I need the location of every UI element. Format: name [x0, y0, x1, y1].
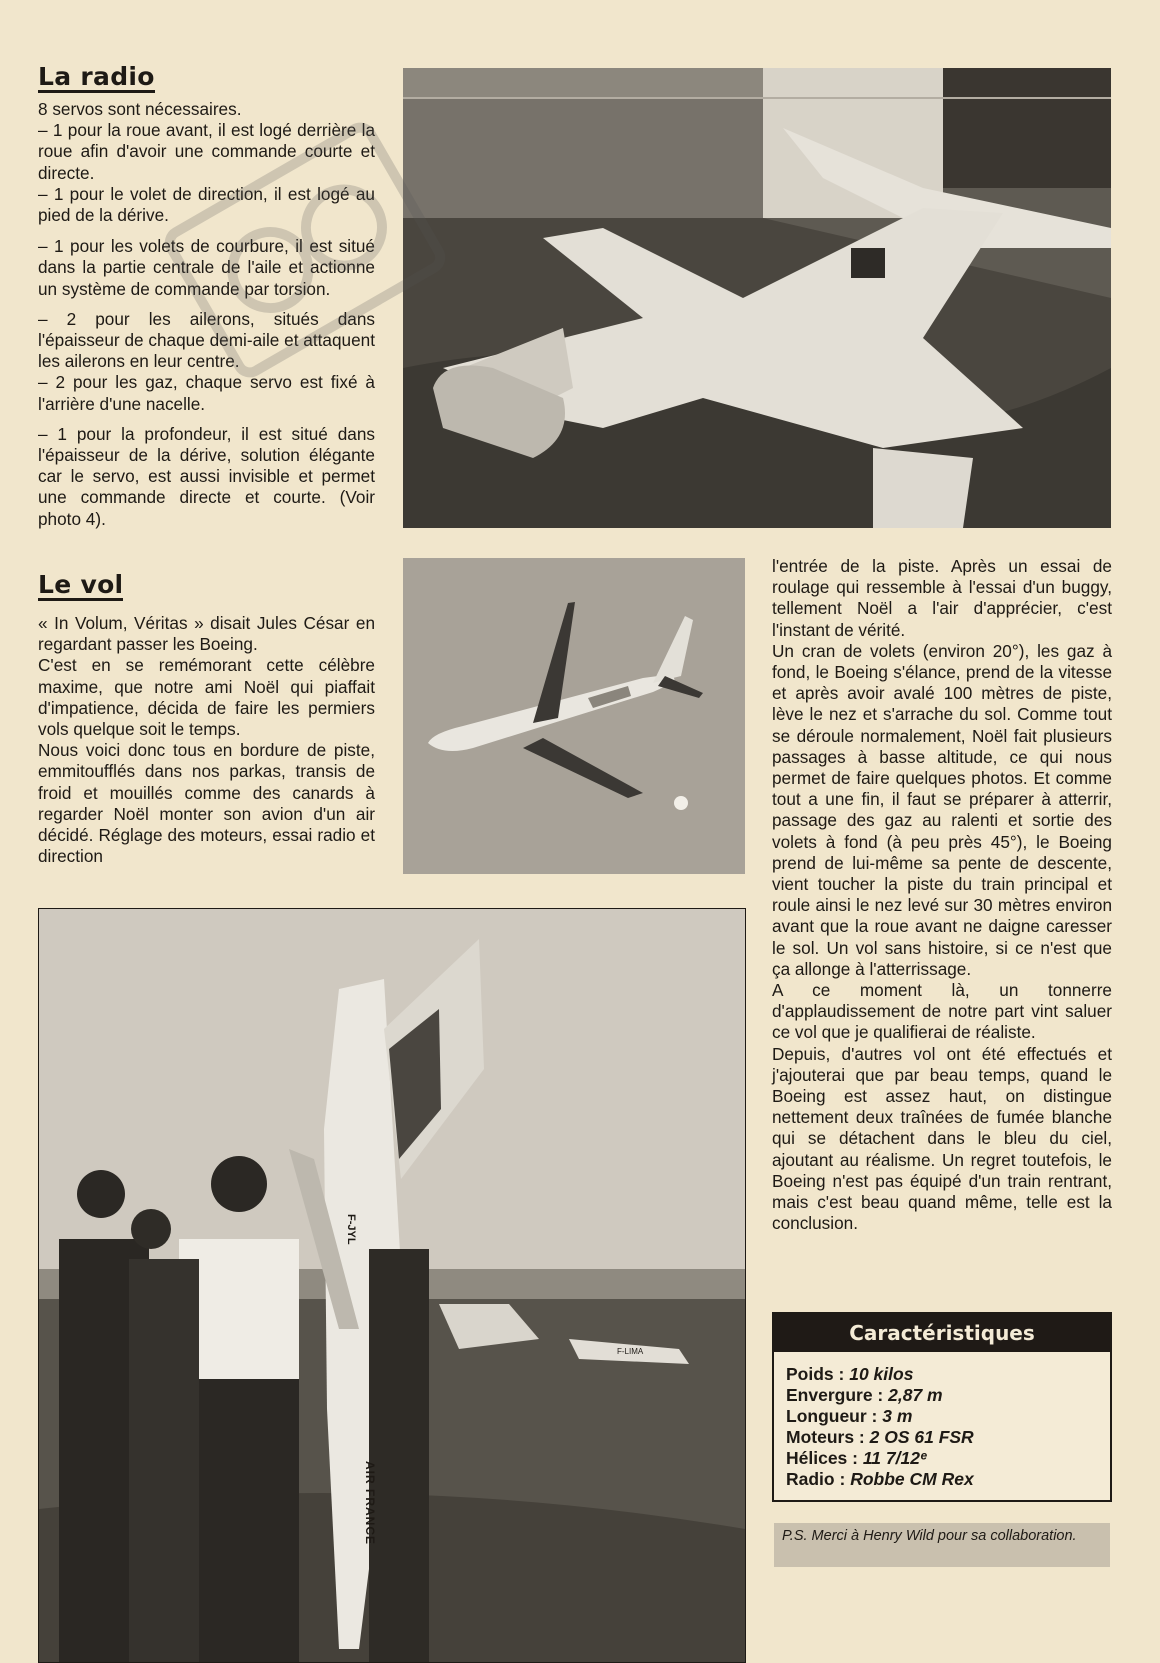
- spec-row-engines: Moteurs : 2 OS 61 FSR: [786, 1427, 974, 1447]
- spec-row-weight: Poids : 10 kilos: [786, 1364, 914, 1384]
- radio-paragraph-4: – 1 pour la profondeur, il est situé dans l'épaisseur de la dérive, solution élégante car le servo, est aussi invisible et permet une commande directe et courte. (Voir photo 4).: [38, 423, 375, 529]
- vol-paragraph-1: « In Volum, Véritas » disait Jules César en regardant passer les Boeing. C'est en se remémorant cette célèbre maxime, que notre ami Noël qui piaffait d'impatience, décida de faire les permiers vols quelque soit le temps. Nous voici donc tous en bordure de piste, emmitoufflés dans nos parkas, transis de froid et mouillés comme des canards à regarder Noël monter son avion d'un air décidé. Réglage des moteurs, essai radio et direction: [38, 613, 375, 867]
- vol-continued: [772, 556, 1112, 1244]
- specs-list: [774, 1352, 1110, 1490]
- fuselage-registration: F-JYL: [345, 1214, 357, 1245]
- fuselage-airline: AIR FRANCE: [363, 1461, 377, 1545]
- specs-title: Caractéristiques: [774, 1314, 1110, 1352]
- background-plane-registration: F-LIMA: [617, 1347, 644, 1356]
- spec-row-radio: Radio : Robbe CM Rex: [786, 1469, 974, 1489]
- radio-paragraph-2: – 1 pour les volets de courbure, il est situé dans la partie centrale de l'aile et actionne un système de commande par torsion.: [38, 236, 375, 299]
- spec-row-propellers: Hélices : 11 7/12ᵉ: [786, 1448, 927, 1468]
- vol-continued-text: l'entrée de la piste. Après un essai de roulage qui ressemble à l'essai d'un buggy, tellement Noël a l'air d'apprécier, c'est l'instant de vérité. Un cran de volets (environ 20°), les gaz à fond, le Boeing s'élance, prend de la vitesse et après avoir avalé 100 mètres de piste, lève le nez et s'arrache du sol. Comme tout se déroule normalement, Noël fait plusieurs passages à basse altitude, ce qui nous permet de faire quelques photos. Et comme tout a une fin, il faut se préparer à atterrir, passage des gaz au ralenti et sortie des volets à fond (à peu près 45°), le Boeing prend de lui-même sa pente de descente, vient toucher la piste du train principal et roule ainsi le nez levé sur 30 mètres environ avant que la roue avant ne daigne caresser le sol. Un vol sans histoire, si ce n'est que ça allonge à l'atterrissage. A ce moment là, un tonnerre d'applaudissement de notre part vint saluer ce vol que je qualifierai de réaliste. Depuis, d'autres vol ont été effectués et j'ajouterai que par beau temps, quand le Boeing est assez haut, on distingue nettement deux traînées de fumée blanche qui se détachent dans le bleu du ciel, ajoutant au réalisme. Un regret toutefois, le Boeing n'est pas équipé d'un train rentrant, mais c'est beau quand même, telle est la conclusion.: [772, 556, 1112, 1234]
- ps-note: P.S. Merci à Henry Wild pour sa collaboration.: [774, 1523, 1110, 1567]
- vol-heading: Le vol: [38, 570, 124, 599]
- specs-box: [772, 1312, 1112, 1502]
- spec-row-wingspan: Envergure : 2,87 m: [786, 1385, 943, 1405]
- photo-group-with-model: [38, 908, 746, 1663]
- spec-row-length: Longueur : 3 m: [786, 1406, 913, 1426]
- radio-heading: La radio: [38, 62, 155, 91]
- radio-paragraph-3: – 2 pour les ailerons, situés dans l'épaisseur de chaque demi-aile et attaquent les ailerons en leur centre. – 2 pour les gaz, chaque servo est fixé à l'arrière d'une nacelle.: [38, 308, 375, 414]
- vol-section: [38, 572, 375, 876]
- radio-paragraph-1: 8 servos sont nécessaires. – 1 pour la roue avant, il est logé derrière la roue afin d'avoir une commande courte et directe. – 1 pour le volet de direction, il est logé au pied de la dérive.: [38, 99, 375, 226]
- photo-model-in-flight: [403, 558, 745, 874]
- radio-section: [38, 64, 375, 539]
- photo-model-on-ground: [403, 68, 1111, 528]
